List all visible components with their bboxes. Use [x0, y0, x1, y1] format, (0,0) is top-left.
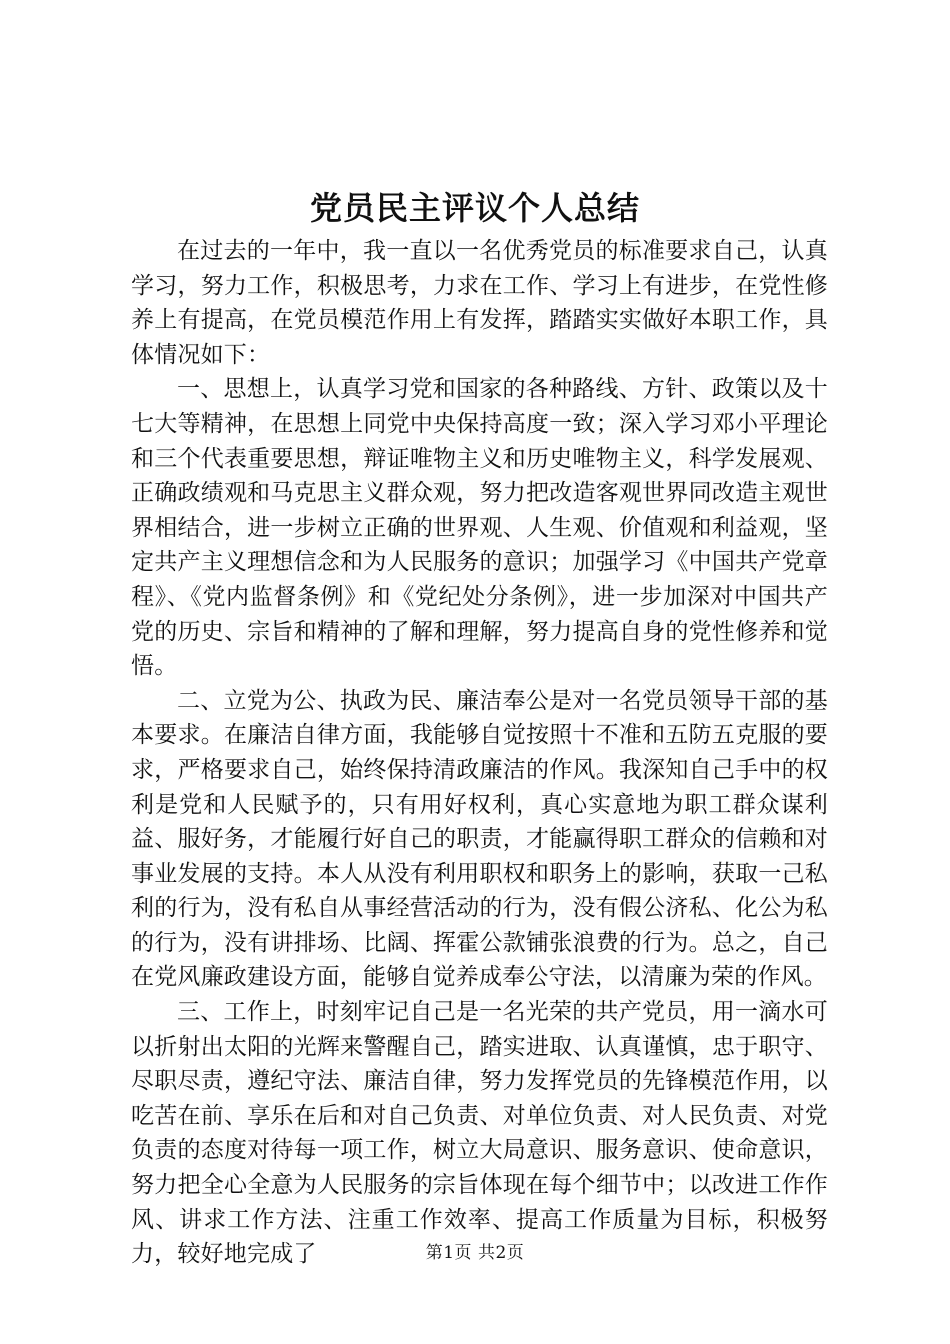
- page-footer: 第1页 共2页: [425, 1243, 525, 1263]
- document-body: [131, 234, 828, 1272]
- paragraph-ideology: 一、思想上，认真学习党和国家的各种路线、方针、政策以及十七大等精神，在思想上同党中央保持高度一致；深入学习邓小平理论和三个代表重要思想，辩证唯物主义和历史唯物主义，科学发展观、正确政绩观和马克思主义群众观，努力把改造客观世界同改造主观世界相结合，进一步树立正确的世界观、人生观、价值观和利益观，坚定共产主义理想信念和为人民服务的意识；加强学习《中国共产党章程》、《党内监督条例》和《党纪处分条例》，进一步加深对中国共产党的历史、宗旨和精神的了解和理解，努力提高自身的党性修养和觉悟。: [131, 376, 828, 680]
- document-title: 党员民主评议个人总结: [309, 189, 640, 227]
- paragraph-intro: 在过去的一年中，我一直以一名优秀党员的标准要求自己，认真学习，努力工作，积极思考，力求在工作、学习上有进步，在党性修养上有提高，在党员模范作用上有发挥，踏踏实实做好本职工作，具体情况如下：: [131, 238, 828, 368]
- paragraph-integrity: 二、立党为公、执政为民、廉洁奉公是对一名党员领导干部的基本要求。在廉洁自律方面，我能够自觉按照十不准和五防五克服的要求，严格要求自己，始终保持清政廉洁的作风。我深知自己手中的权利是党和人民赋予的，只有用好权利，真心实意地为职工群众谋利益、服好务，才能履行好自己的职责，才能赢得职工群众的信赖和对事业发展的支持。本人从没有利用职权和职务上的影响，获取一己私利的行为，没有私自从事经营活动的行为，没有假公济私、化公为私的行为，没有讲排场、比阔、挥霍公款铺张浪费的行为。总之，自己在党风廉政建设方面，能够自觉养成奉公守法，以清廉为荣的作风。: [131, 687, 828, 991]
- paragraph-work: 三、工作上，时刻牢记自己是一名光荣的共产党员，用一滴水可以折射出太阳的光辉来警醒自己，踏实进取、认真谨慎，忠于职守、尽职尽责，遵纪守法、廉洁自律，努力发挥党员的先锋模范作用，以吃苦在前、享乐在后和对自己负责、对单位负责、对人民负责、对党负责的态度对待每一项工作，树立大局意识、服务意识、使命意识，努力把全心全意为人民服务的宗旨体现在每个细节中；以改进工作作风、讲求工作方法、注重工作效率、提高工作质量为目标，积极努力，较好地完成了: [131, 999, 828, 1268]
